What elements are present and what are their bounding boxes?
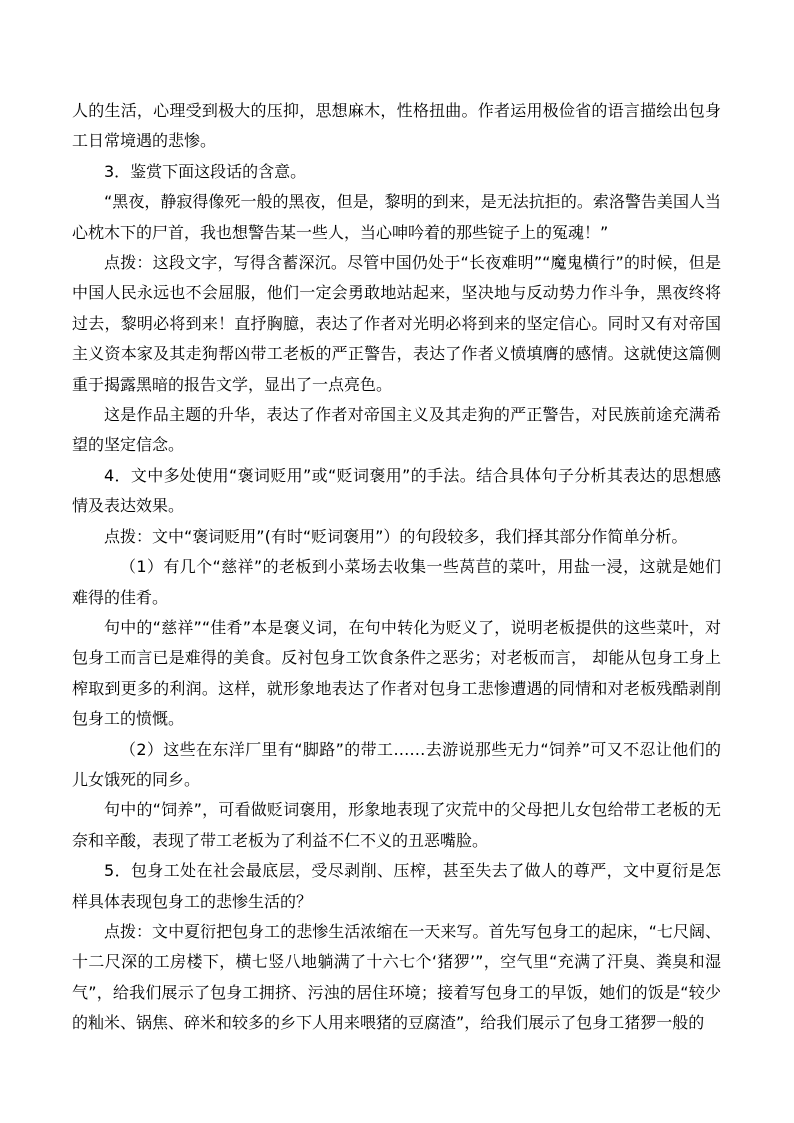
theme-paragraph: 这是作品主题的升华，表达了作者对帝国主义及其走狗的严正警告，对民族前途充满希望的坚定信念。 bbox=[72, 405, 721, 455]
question-3: 3．鉴赏下面这段话的含意。 bbox=[104, 161, 307, 181]
paragraph-continuation: 人的生活，心理受到极大的压抑，思想麻木，性格扭曲。作者运用极俭省的语言描绘出包身工日常境遇的悲惨。 bbox=[72, 101, 721, 151]
quoted-passage: “黑夜，静寂得像死一般的黑夜，但是，黎明的到来，是无法抗拒的。索洛警告美国人当心枕木下的尸首，我也想警告某一些人，当心呻吟着的那些锭子上的冤魂！” bbox=[72, 192, 721, 242]
hint-paragraph: 点拨：这段文字，写得含蓄深沉。尽管中国仍处于“长夜难明”“魔鬼横行”的时候，但是中国人民永远也不会屈服，他们一定会勇敢地站起来，坚决地与反动势力作斗争，黑夜终将过去，黎明必将到来！直抒胸臆，表达了作者对光明必将到来的坚定信心。同时又有对帝国主义资本家及其走狗帮凶带工老板的严正警告，表达了作者义愤填膺的感情。这就使这篇侧重于揭露黑暗的报告文学，显出了一点亮色。 bbox=[72, 253, 721, 394]
hint-paragraph: 点拨：文中夏衍把包身工的悲惨生活浓缩在一天来写。首先写包身工的起床，“七尺阔、十二尺深的工房楼下，横七竖八地躺满了十六七个‘猪猡’”，空气里“充满了汗臭、粪臭和湿气”，给我们展示了包身工拥挤、污浊的居住环境；接着写包身工的早饭，她们的饭是“较少的籼米、锅焦、碎米和较多的乡下人用来喂猪的豆腐渣”，给我们展示了包身工猪猡一般的 bbox=[72, 921, 721, 1033]
example-2: （2）这些在东洋厂里有“脚路”的带工……去游说那些无力“饲养”可又不忍让他们的儿女饿死的同乡。 bbox=[72, 739, 721, 789]
example-1: （1）有几个“慈祥”的老板到小菜场去收集一些莴苣的菜叶，用盐一浸，这就是她们难得的佳肴。 bbox=[72, 557, 721, 607]
hint-paragraph: 点拨：文中“褒词贬用”(有时“贬词褒用”）的句段较多，我们择其部分作简单分析。 bbox=[104, 526, 688, 546]
question-5: 5．包身工处在社会最底层，受尽剥削、压榨，甚至失去了做人的尊严，文中夏衍是怎样具体表现包身工的悲惨生活的？ bbox=[72, 861, 721, 911]
analysis-paragraph: 句中的“饲养”，可看做贬词褒用，形象地表现了灾荒中的父母把儿女包给带工老板的无奈和辛酸，表现了带工老板为了利益不仁不义的丑恶嘴脸。 bbox=[72, 800, 721, 850]
analysis-paragraph: 句中的“慈祥”“佳肴”本是褒义词，在句中转化为贬义了，说明老板提供的这些菜叶，对包身工而言已是难得的美食。反衬包身工饮食条件之恶劣；对老板而言， 却能从包身工身上榨取到更多的利润。这样，就形象地表达了作者对包身工悲惨遭遇的同情和对老板残酷剥削包身工的愤慨。 bbox=[72, 617, 721, 729]
document-page bbox=[72, 96, 721, 1039]
question-4: 4．文中多处使用“褒词贬用”或“贬词褒用”的手法。结合具体句子分析其表达的思想感情及表达效果。 bbox=[72, 465, 721, 516]
